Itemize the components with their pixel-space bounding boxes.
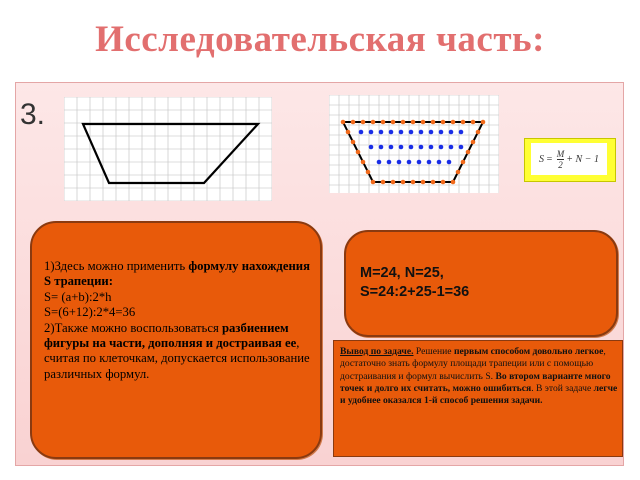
interior-dot <box>429 130 434 135</box>
interior-dot <box>389 145 394 150</box>
interior-dot <box>417 160 422 165</box>
conclusion-t1: Решение <box>413 346 454 357</box>
interior-dot <box>407 160 412 165</box>
conclusion-text <box>340 346 618 407</box>
boundary-dot <box>411 120 416 125</box>
pick-result-bubble <box>344 230 618 337</box>
interior-dot <box>429 145 434 150</box>
interior-dot <box>389 130 394 135</box>
boundary-dot <box>441 180 446 185</box>
pick-formula <box>531 143 607 175</box>
interior-dot <box>399 145 404 150</box>
conclusion-b1: первым способом довольно легкое <box>453 346 604 357</box>
boundary-dot <box>481 120 486 125</box>
conclusion-b2: Во втором варианте много точек и долго их считать, можно ошибиться <box>340 370 611 394</box>
explanation-line-2: S= (a+b):2*h <box>44 289 112 304</box>
pick-result-text <box>360 264 469 302</box>
boundary-dot <box>351 120 356 125</box>
interior-dot <box>369 145 374 150</box>
interior-dot <box>449 145 454 150</box>
conclusion-t3: . В этой задаче <box>531 382 594 394</box>
boundary-dot <box>381 180 386 185</box>
formula-m: M <box>556 148 565 159</box>
boundary-dot <box>461 160 466 165</box>
explanation-line-4-end: , считая по клеточкам, допускается использование различных формул. <box>44 336 310 381</box>
formula-two: 2 <box>558 159 563 170</box>
boundary-dot <box>451 180 456 185</box>
trapezoid-grid-2 <box>329 95 499 193</box>
explanation-line-4: 2)Также можно воспользоваться <box>44 320 222 335</box>
interior-dot <box>459 130 464 135</box>
boundary-dot <box>361 160 366 165</box>
boundary-dot <box>431 120 436 125</box>
boundary-dot <box>356 150 361 155</box>
interior-dot <box>377 160 382 165</box>
boundary-dot <box>366 170 371 175</box>
boundary-dot <box>351 140 356 145</box>
conclusion-box <box>333 340 623 457</box>
boundary-dot <box>476 130 481 135</box>
explanation-line-1: 1)Здесь можно применить <box>44 259 189 273</box>
interior-dot <box>379 130 384 135</box>
formula-s: S <box>539 153 545 165</box>
interior-dot <box>437 160 442 165</box>
boundary-dot <box>346 130 351 135</box>
page-title: Исследовательская часть: <box>95 19 545 60</box>
boundary-dot <box>471 120 476 125</box>
boundary-dot <box>401 120 406 125</box>
interior-dot <box>439 130 444 135</box>
interior-dot <box>427 160 432 165</box>
interior-dot <box>409 130 414 135</box>
conclusion-b3: легче и удобнее оказался 1-й способ решения задачи. <box>340 382 618 407</box>
interior-dot <box>409 145 414 150</box>
boundary-dot <box>371 120 376 125</box>
boundary-dot <box>371 180 376 185</box>
boundary-dot <box>401 180 406 185</box>
pick-result-line-2: S=24:2+25-1=36 <box>360 284 470 300</box>
interior-dot <box>379 145 384 150</box>
conclusion-heading: Вывод по задаче. <box>340 346 414 357</box>
boundary-dot <box>411 180 416 185</box>
pick-result-line-1: M=24, N=25, <box>360 265 444 281</box>
pick-formula-image <box>524 138 616 182</box>
formula-fraction <box>557 149 565 170</box>
explanation-line-4-bold: разбиением фигуры на части, дополняя и достраивая ее <box>44 320 297 351</box>
boundary-dot <box>421 120 426 125</box>
explanation-text <box>44 259 312 382</box>
boundary-dot <box>461 120 466 125</box>
interior-dot <box>419 145 424 150</box>
explanation-line-3: S=(6+12):2*4=36 <box>44 305 136 320</box>
boundary-dot <box>471 140 476 145</box>
explanation-line-1-bold: формулу нахождения S трапеции: <box>44 259 310 289</box>
boundary-dot <box>456 170 461 175</box>
formula-eq: = <box>546 153 553 165</box>
item-number: 3. <box>20 98 46 131</box>
boundary-dot <box>391 120 396 125</box>
boundary-dot <box>361 120 366 125</box>
boundary-dot <box>451 120 456 125</box>
interior-dot <box>369 130 374 135</box>
interior-dot <box>459 145 464 150</box>
formula-rest: + N − 1 <box>566 153 599 165</box>
boundary-dot <box>381 120 386 125</box>
interior-dot <box>399 130 404 135</box>
boundary-dot <box>441 120 446 125</box>
boundary-dot <box>421 180 426 185</box>
boundary-dot <box>466 150 471 155</box>
interior-dot <box>449 130 454 135</box>
conclusion-t2: , достаточно знать формулу площади трапеции или с помощью достраивания и формул вычислить S. <box>340 346 606 382</box>
explanation-bubble <box>30 221 322 459</box>
interior-dot <box>447 160 452 165</box>
boundary-dot <box>341 120 346 125</box>
boundary-dot <box>431 180 436 185</box>
interior-dot <box>419 130 424 135</box>
interior-dot <box>387 160 392 165</box>
trapezoid-grid-1 <box>64 97 272 201</box>
interior-dot <box>439 145 444 150</box>
interior-dot <box>397 160 402 165</box>
interior-dot <box>359 130 364 135</box>
boundary-dot <box>391 180 396 185</box>
